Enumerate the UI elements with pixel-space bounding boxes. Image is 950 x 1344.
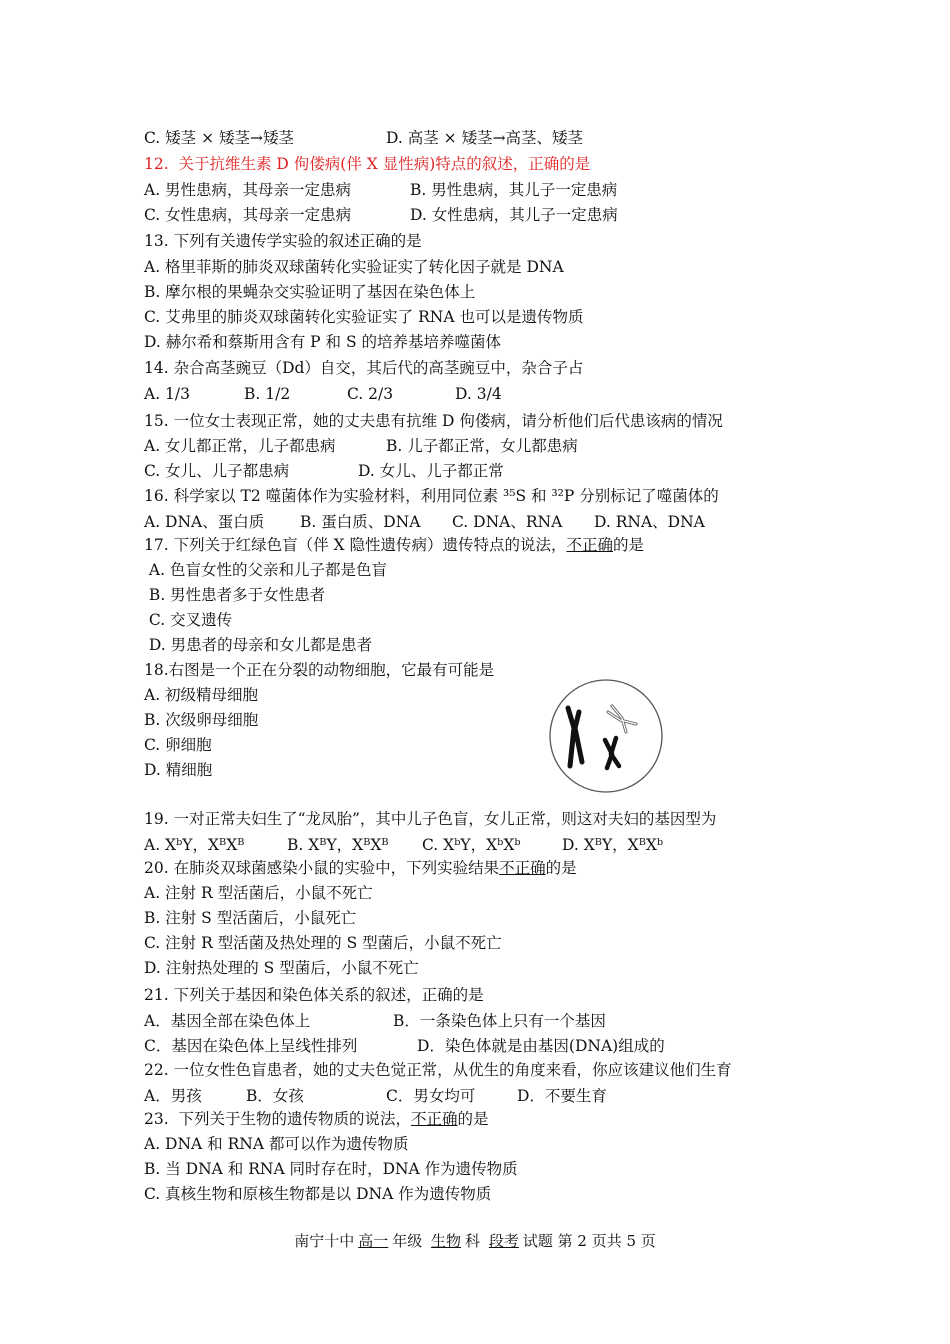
- footer-page-number: 第 2 页共 5 页: [557, 1232, 656, 1250]
- line-q15c: C. 女儿、儿子都患病: [144, 462, 290, 480]
- line-q19: 19. 一对正常夫妇生了“龙凤胎”，其中儿子色盲，女儿正常，则这对夫妇的基因型为: [144, 810, 717, 828]
- line-q22c: C．男女均可: [386, 1087, 476, 1105]
- line-q12b: B. 男性患病，其儿子一定患病: [410, 181, 618, 199]
- line-q11d: D. 高茎 × 矮茎→高茎、矮茎: [386, 129, 584, 147]
- line-q12: 12. 关于抗维生素 D 佝偻病(伴 X 显性病)特点的叙述，正确的是: [144, 155, 591, 173]
- line-q16d: D. RNA、DNA: [594, 513, 705, 531]
- page-footer: [0, 1230, 950, 1251]
- line-q21: 21. 下列关于基因和染色体关系的叙述，正确的是: [144, 986, 484, 1004]
- line-q14c: C. 2/3: [347, 385, 394, 403]
- line-q13a: A. 格里菲斯的肺炎双球菌转化实验证实了转化因子就是 DNA: [144, 258, 564, 276]
- line-q23a: A. DNA 和 RNA 都可以作为遗传物质: [144, 1135, 409, 1153]
- footer-exam: 段考: [488, 1232, 519, 1250]
- line-q19a: A. XᵇY，XᴮXᴮ: [144, 836, 245, 854]
- line-q21c: C．基因在染色体上呈线性排列: [144, 1037, 358, 1055]
- line-q20a: A. 注射 R 型活菌后，小鼠不死亡: [144, 884, 373, 902]
- footer-exam-suffix: 试题: [522, 1232, 553, 1250]
- footer-subject-suffix: 科: [465, 1232, 481, 1250]
- dividing-cell-figure: [548, 678, 664, 794]
- line-q13d: D. 赫尔希和蔡斯用含有 P 和 S 的培养基培养噬菌体: [144, 333, 501, 351]
- question-20: 20. 在肺炎双球菌感染小鼠的实验中，下列实验结果不正确的是: [144, 859, 577, 877]
- line-q14a: A. 1/3: [144, 385, 190, 403]
- footer-subject: 生物: [431, 1232, 462, 1250]
- footer-school: 南宁十中: [294, 1232, 355, 1250]
- line-q12c: C. 女性患病，其母亲一定患病: [144, 206, 352, 224]
- line-q20d: D. 注射热处理的 S 型菌后，小鼠不死亡: [144, 959, 419, 977]
- line-q18: 18.右图是一个正在分裂的动物细胞，它最有可能是: [144, 661, 495, 679]
- line-q14b: B. 1/2: [244, 385, 291, 403]
- line-q18b: B. 次级卵母细胞: [144, 711, 259, 729]
- line-q23b: B. 当 DNA 和 RNA 同时存在时，DNA 作为遗传物质: [144, 1160, 518, 1178]
- line-q18d: D. 精细胞: [144, 761, 213, 779]
- line-q19c: C. XᵇY，XᵇXᵇ: [422, 836, 521, 854]
- line-q21a: A．基因全部在染色体上: [144, 1012, 311, 1030]
- line-q15: 15. 一位女士表现正常，她的丈夫患有抗维 D 佝偻病，请分析他们后代患该病的情况: [144, 412, 723, 430]
- line-q14d: D. 3/4: [455, 385, 502, 403]
- line-q18a: A. 初级精母细胞: [144, 686, 259, 704]
- line-q20c: C. 注射 R 型活菌及热处理的 S 型菌后，小鼠不死亡: [144, 934, 502, 952]
- line-q17b: B. 男性患者多于女性患者: [144, 586, 326, 604]
- footer-grade-suffix: 年级: [392, 1232, 423, 1250]
- question-17: 17. 下列关于红绿色盲（伴 X 隐性遗传病）遗传特点的说法，不正确的是: [144, 536, 644, 554]
- footer-grade: 高一: [358, 1232, 389, 1250]
- line-q14: 14. 杂合高茎豌豆（Dd）自交，其后代的高茎豌豆中，杂合子占: [144, 359, 584, 377]
- line-q22b: B．女孩: [246, 1087, 304, 1105]
- line-q20b: B. 注射 S 型活菌后，小鼠死亡: [144, 909, 357, 927]
- line-q21b: B．一条染色体上只有一个基因: [393, 1012, 606, 1030]
- line-q11c: C. 矮茎 × 矮茎→矮茎: [144, 129, 294, 147]
- line-q13c: C. 艾弗里的肺炎双球菌转化实验证实了 RNA 也可以是遗传物质: [144, 308, 584, 326]
- line-q17a: A. 色盲女性的父亲和儿子都是色盲: [144, 561, 387, 579]
- line-q16b: B. 蛋白质、DNA: [300, 513, 421, 531]
- line-q16a: A. DNA、蛋白质: [144, 513, 265, 531]
- line-q17c: C. 交叉遗传: [144, 611, 233, 629]
- line-q22d: D．不要生育: [517, 1087, 607, 1105]
- line-q12d: D. 女性患病，其儿子一定患病: [410, 206, 618, 224]
- line-q19b: B. XᴮY，XᴮXᴮ: [287, 836, 389, 854]
- line-q17d: D. 男患者的母亲和女儿都是患者: [144, 636, 373, 654]
- line-q18c: C. 卵细胞: [144, 736, 212, 754]
- line-q15b: B. 儿子都正常，女儿都患病: [386, 437, 578, 455]
- line-q19d: D. XᴮY，XᴮXᵇ: [562, 836, 664, 854]
- line-q13: 13. 下列有关遗传学实验的叙述正确的是: [144, 232, 422, 250]
- line-q22: 22. 一位女性色盲患者，她的丈夫色觉正常，从优生的角度来看，你应该建议他们生育: [144, 1061, 732, 1079]
- line-q16c: C. DNA、RNA: [452, 513, 563, 531]
- line-q23c: C. 真核生物和原核生物都是以 DNA 作为遗传物质: [144, 1185, 492, 1203]
- line-q21d: D．染色体就是由基因(DNA)组成的: [417, 1037, 665, 1055]
- line-q15a: A. 女儿都正常，儿子都患病: [144, 437, 336, 455]
- question-23: 23. 下列关于生物的遗传物质的说法，不正确的是: [144, 1110, 489, 1128]
- line-q22a: A．男孩: [144, 1087, 202, 1105]
- line-q13b: B. 摩尔根的果蝇杂交实验证明了基因在染色体上: [144, 283, 476, 301]
- line-q16: 16. 科学家以 T2 噬菌体作为实验材料，利用同位素 ³⁵S 和 ³²P 分别标记了噬菌体的: [144, 487, 719, 505]
- line-q15d: D. 女儿、儿子都正常: [358, 462, 504, 480]
- line-q12a: A. 男性患病，其母亲一定患病: [144, 181, 352, 199]
